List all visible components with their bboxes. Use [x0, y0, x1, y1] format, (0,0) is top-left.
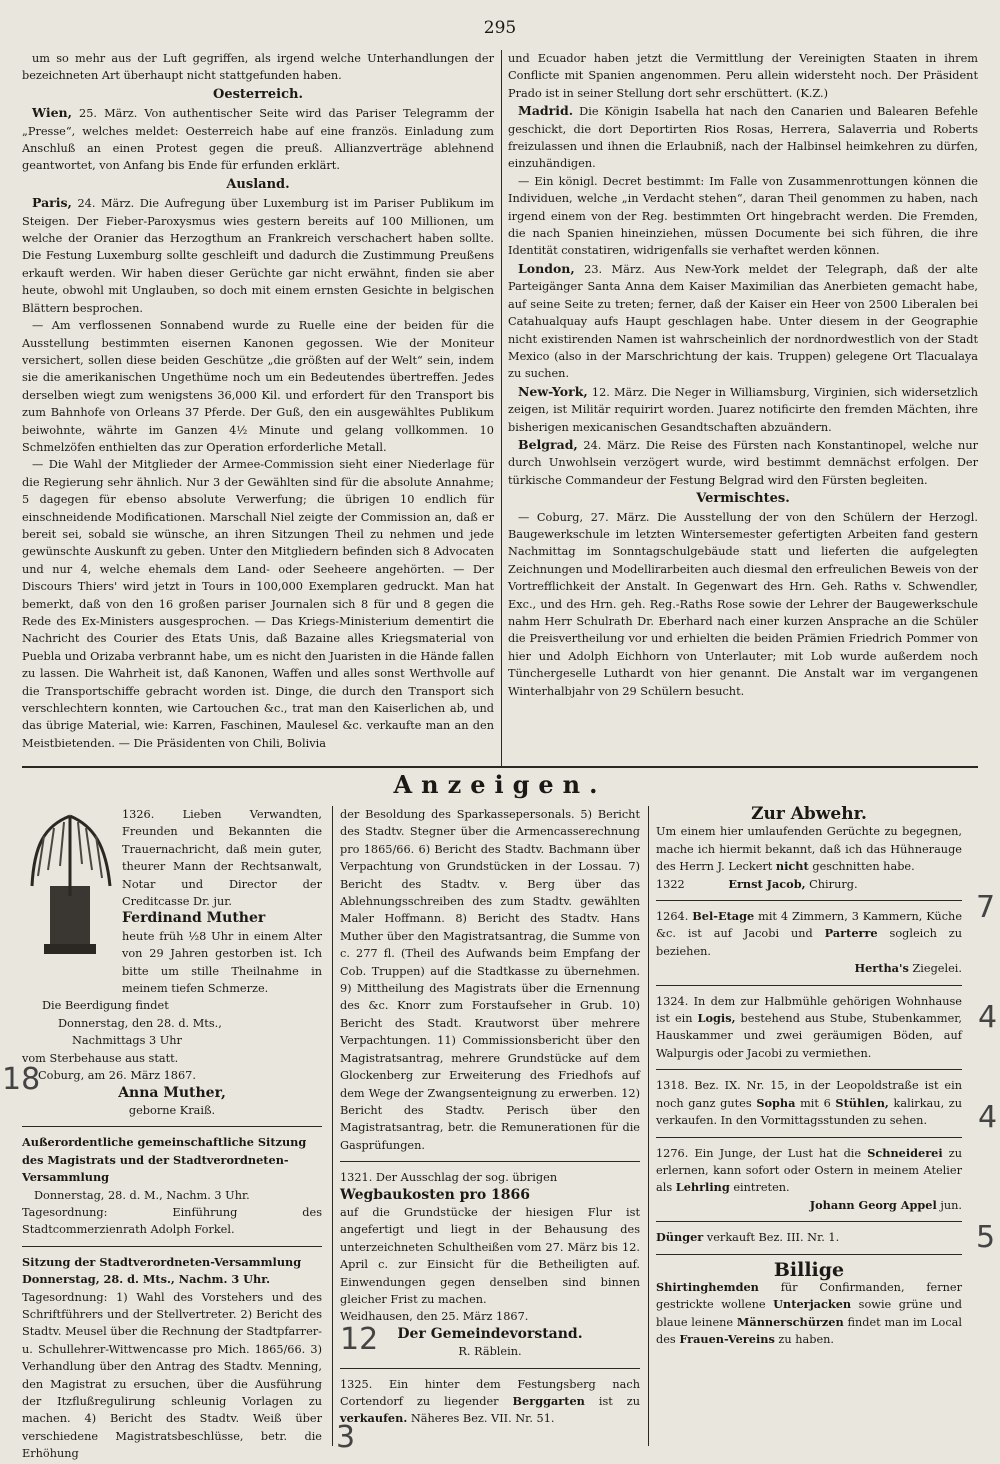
abwehr-role: Chirurg. — [809, 877, 858, 891]
abwehr-signer: Ernst Jacob, — [728, 876, 806, 891]
special-session-body: Tagesordnung: Einführung des Stadtcommerzienrath Adolph Forkel. — [22, 1205, 322, 1237]
billige-body-4: zu haben. — [778, 1333, 835, 1347]
news-body: 24. März. Die Reise des Fürsten nach Konstantinopel, welche nur durch Unwohlsein verzögert wurde, wird bestimmt demnächst erfolgen. Der türkische Commandeur der Festung Belgrad wird den Fürsten begleiten. — [508, 438, 978, 487]
margin-note: 12 — [340, 1322, 379, 1357]
ad-separator — [656, 1069, 962, 1070]
beletage-bold-2: Parterre — [824, 926, 878, 941]
ad-separator — [656, 985, 962, 986]
death-body: heute früh ½8 Uhr in einem Alter von 29 Jahren gestorben ist. Ich bitte um stille Theilnahme in meinem tiefen Schmerze. — [122, 929, 322, 996]
news-column-right — [508, 50, 978, 700]
ads-column-1 — [22, 806, 322, 1463]
lehrling-body: Ein Junge, der Lust hat die — [694, 1146, 862, 1160]
beletage-ad — [656, 908, 962, 978]
abwehr-number: 1322 — [656, 877, 685, 891]
wegbau-signer: R. Räblein. — [458, 1345, 522, 1359]
death-notice — [22, 806, 322, 1119]
ad-separator — [656, 900, 962, 901]
duenger-body: verkauft Bez. III. Nr. 1. — [706, 1231, 840, 1245]
lehrling-bold-2: Lehrling — [675, 1180, 730, 1195]
news-paragraph: — Am verflossenen Sonnabend wurde zu Ruelle eine der beiden für die Ausstellung bestimmten eisernen Kanonen gegossen. Wie der Moniteur versichert, sollen diese beiden Geschütze „die größten auf der Welt“ sein, indem sie die amerikanischen Ungethüme noch um ein Bedeutendes übertreffen. Jedes derselben wiegt zum wenigstens 36,000 Kil. und erfordert für den Transport bis zum Bahnhofe von Orleans 37 Pferde. Der Guß, den ein ausgewähltes Publikum beiwohnte, währte im Ganzen 4½ Minute und gelang vollkommen. 10 Schmelzöfen enthielten das zur Operation erforderliche Metall. — [22, 319, 494, 454]
margin-note: 3 — [336, 1420, 356, 1455]
burial-line-4: vom Sterbehause aus statt. — [22, 1051, 179, 1065]
dateline-place: Wien, — [32, 105, 72, 121]
billige-body: für Confirmanden, ferner gestrickte wollene — [656, 1280, 962, 1312]
news-paragraph: — Coburg, 27. März. Die Ausstellung der von den Schülern der Herzogl. Baugewerkschule im letzten Wintersemester gefertigten Arbeiten fand gestern Nachmittag im Sonntagschulgebäude statt und lieferten die aufgelegten Zeichnungen und Modellirarbeiten auch diesmal den erfreulichen Beweis von der Vortrefflichkeit der Anstalt. In Gegenwart des Hrn. Geh. Raths v. Schwendler, Exc., und des Hrn. geh. Reg.-Raths Rose sowie der Lehrer der Baugewerkschule nahm Herr Schulrath Dr. Eberhard nach einer kurzen Ansprache an die Schüler die Preisvertheilung vor und erhielten die beiden Prämien Friedrich Pommer von hier und Adolph Eichhorn von Unterlauter; mit Lob wurde außerdem noch Tünchergeselle Luthardt von hier genannt. Die Anstalt war im vergangenen Winterhalbjahr von 29 Schülern besucht. — [508, 510, 978, 698]
sopha-bold-2: Stühlen, — [835, 1095, 889, 1110]
ads-divider-1 — [332, 806, 333, 1446]
wegbau-title: Wegbaukosten pro 1866 — [340, 1186, 531, 1203]
lehrling-bold: Schneiderei — [867, 1145, 943, 1160]
billige-bold-3: Männerschürzen — [736, 1314, 844, 1329]
logis-ad — [656, 993, 962, 1063]
lehrling-body-3: eintreten. — [733, 1181, 790, 1195]
council-session-body: Tagesordnung: 1) Wahl des Vorstehers und des Schriftführers und der Stellvertreter. 2) Bericht des Stadtv. Meusel über die Rechnung der Stadtpfarrer- u. Schullehrer-Wittwencasse pro Mich. 1865/66. 3) Verhandlung über den Antrag des Stadtv. Menning, den Magistrat zu ersuchen, über die Ausführung der Itzflußregulirung schleunig Vorlagen zu machen. 4) Bericht des Stadtv. Weiß über verschiedene Magistratsbeschlüsse, betr. die Erhöhung — [22, 1290, 322, 1461]
news-item — [508, 436, 978, 489]
news-item — [508, 260, 978, 383]
agenda-continuation: der Besoldung des Sparkassepersonals. 5) Bericht des Stadtv. Stegner über die Armencasserechnung pro 1865/66. 6) Bericht des Stadtv. Bachmann über Verpachtung von Grundstücken in der Lossau. 7) Bericht des Stadtv. v. Berg über das Ablehnungsschreiben des zum Stadtv. gewählten Maler Hoffmann. 8) Bericht des Stadtv. Hans Muther über den Magistratsantrag, die Summe von c. 277 fl. (Theil des Aufwands beim Empfang der Cob. Truppen) auf die Stadtkasse zu übernehmen. 9) Mittheilung des Magistrats über die Ernennung des &c. Knorr zum Forstaufseher in Grub. 10) Bericht des Stadt. Krautworst über mehrere Verpachtungen. 11) Commissionsbericht über den Magistratsantrag, mehrere Grundstücke auf dem Glockenberg zur Erweiterung des Friedhofs auf dem Wege der Zwangsenteignung zu erwerben. 12) Bericht des Stadtv. Perisch über den Magistratsantrag, betr. die Remunerationen für die Gasprüfungen. — [340, 808, 640, 1152]
wegbau-intro: 1321. Der Ausschlag der sog. übrigen — [340, 1171, 558, 1185]
beletage-signer: Hertha's — [854, 961, 909, 976]
margin-note: 7 — [976, 890, 996, 925]
ad-separator — [22, 1246, 322, 1247]
beletage-signer-2: Ziegelei. — [912, 962, 962, 976]
dateline-place: London, — [518, 260, 575, 276]
burial-line-3: Nachmittags 3 Uhr — [72, 1034, 182, 1048]
news-paragraph: — Die Wahl der Mitglieder der Armee-Commission sieht einer Niederlage für die Regierung sehr ähnlich. Nur 3 der Gewählten sind für die absolute Annahme; 5 dagegen für ebenso absolute Verwerfung; die übrigen 10 endlich für einschneidende Modificationen. Marschall Niel zeigte der Commission an, daß er bereit sei, sobald sie wünsche, an ihren Sitzungen Theil zu nehmen und jede gewünschte Auskunft zu geben. Unter den Mitgliedern befinden sich 8 Advocaten und nur 4, welche ehemals dem Land- oder Seeheere angehörten. — Der Discours Thiers' wird jetzt in Tours in 100,000 Exemplaren gedruckt. Man hat bemerkt, daß von den 16 großen pariser Journalen sich 8 für und 8 gegen die Rede des Ex-Ministers ausgesprochen. — Das Kriegs-Ministerium dementirt die Nachricht des Courier des Etats Unis, daß Bazaine alles Kriegsmaterial von Puebla und Orizaba verbrannt habe, um es nicht den Juaristen in die Hände fallen zu lassen. Die Wahrheit ist, daß Kanonen, Waffen und alles sonst Werthvolle auf die Transportschiffe gebracht worden ist. Dinge, die durch den Transport sich verschlechtern konnten, wie Cartouchen &c., trat man den Kaiserlichen ab, und das übrige Material, wie: Karren, Faschinen, Maulesel &c. verkaufte man an den Meistbietenden. — Die Präsidenten von Chili, Bolivia — [22, 458, 494, 750]
ad-separator — [340, 1161, 640, 1162]
ads-column-2 — [340, 806, 640, 1428]
news-body: 24. März. Die Aufregung über Luxemburg ist im Pariser Publikum im Steigen. Der Fieber-Paroxysmus wies gestern bereits auf 100 Millionen, um welche der Oranier das Herzogthum an Frankreich verschachert haben sollte. Die Festung Luxemburg sollte geschleift und dadurch die Zustimmung Preußens erkauft werden. Wir haben dieser Gerüchte gar nicht erwähnt, finden sie aber heute, obwohl mit Unglauben, so doch mit einem ernsten Gesichte in belgischen Blättern besprochen. — [22, 197, 494, 315]
news-item — [508, 383, 978, 436]
wegbau-place-date: Weidhausen, den 25. März 1867. — [340, 1310, 529, 1324]
news-item — [22, 194, 494, 317]
sopha-body: Bez. IX. Nr. 15, in der Leopoldstraße ist ein noch ganz gutes — [656, 1079, 962, 1110]
logis-bold: Logis, — [697, 1011, 736, 1026]
anzeigen-rule — [22, 766, 978, 768]
news-paragraph: um so mehr aus der Luft gegriffen, als irgend welche Unterhandlungen der bezeichneten Art überhaupt nicht stattgefunden haben. — [22, 52, 494, 83]
special-session-ad — [22, 1134, 322, 1238]
news-body: 12. März. Die Neger in Williamsburg, Virginien, sich widersetzlich zeigen, ist Militär requirirt worden. Juarez notificirte den fremden Mächten, ihre bisherigen mexicanischen Gesandtschaften abzuändern. — [508, 385, 978, 434]
news-body: 25. März. Von authentischer Seite wird das Pariser Telegramm der „Presse“, welches meldet: Oesterreich habe auf eine französ. Einladung zum Anschluß an einen Protest gegen die preuß. Allianzverträge ablehnend geantwortet, von Anfang bis Ende für erfunden erklärt. — [22, 107, 494, 173]
news-body: 23. März. Aus New-York meldet der Telegraph, daß der alte Parteigänger Santa Anna dem Kaiser Maximilian das Anerbieten gemacht habe, auf seine Seite zu treten; ferner, daß der Kaiser ein Heer von 2500 Liberalen bei Catahualquay aufs Haupt geschlagen habe. Unter diesem in der Geographie nicht existirenden Namen ist wahrscheinlich der nordnordwestlich von der Stadt Mexico (also in der Marschrichtung der kais. Truppen) gelegene Ort Tlacualaya zu suchen. — [508, 262, 978, 381]
sopha-bold: Sopha — [756, 1095, 796, 1110]
deceased-name: Ferdinand Muther — [122, 910, 266, 927]
sopha-body-3: kalirkau, zu verkaufen. In den Vormittagsstunden zu sehen. — [656, 1096, 963, 1128]
news-item — [22, 104, 494, 175]
news-column-left — [22, 50, 494, 752]
ad-separator — [656, 1137, 962, 1138]
garden-bold-2: verkaufen. — [340, 1411, 408, 1426]
death-intro: 1326. Lieben Verwandten, Freunden und Bekannten die Trauernachricht, daß mein guter, theurer Mann der Rechtsanwalt, Notar und Director der Creditcasse Dr. jur. — [122, 808, 322, 909]
ad-separator — [656, 1221, 962, 1222]
abwehr-bold: nicht — [775, 859, 809, 874]
lehrling-body-2: zu erlernen, kann sofort oder Ostern in meinem Atelier als — [656, 1146, 962, 1195]
death-signer: Anna Muther, — [118, 1084, 226, 1101]
dateline-place: Belgrad, — [518, 436, 578, 452]
duenger-bold: Dünger — [656, 1230, 704, 1245]
garden-text-3: Näheres Bez. VII. Nr. 51. — [410, 1412, 555, 1426]
death-signer-maiden: geborne Kraiß. — [128, 1103, 216, 1117]
abwehr-body-2: geschnitten habe. — [812, 860, 915, 874]
margin-note: 4 — [978, 1100, 998, 1135]
garden-text-2: ist zu — [598, 1395, 640, 1408]
logis-number: 1324. — [656, 994, 689, 1008]
sopha-ad — [656, 1077, 962, 1129]
news-item — [508, 102, 978, 173]
beletage-body-2: sogleich zu beziehen. — [656, 927, 963, 958]
billige-bold-2: Unterjacken — [773, 1297, 852, 1312]
special-session-title: Außerordentliche gemeinschaftliche Sitzung des Magistrats und der Stadtverordneten-Versammlung — [22, 1135, 307, 1185]
news-paragraph: — Ein königl. Decret bestimmt: Im Falle von Zusammenrottungen können die Individuen, welche „in Verdacht stehen“, daran Theil genommen zu haben, nach irgend einem von der Reg. bestimmten Ort hingebracht werden. Die Fremden, die nach Spanien hineinziehen, müssen Documente bei sich führen, die ihre Identität constatiren, widrigenfalls sie verhaftet werden können. — [508, 174, 978, 258]
council-session-title: Sitzung der Stadtverordneten-Versammlung Donnerstag, 28. d. Mts., Nachm. 3 Uhr. — [22, 1254, 302, 1287]
section-heading: Ausland. — [226, 176, 290, 192]
garden-bold: Berggarten — [512, 1394, 585, 1408]
billige-body-3: findet man im Local des — [656, 1315, 962, 1347]
anzeigen-heading: Anzeigen. — [393, 770, 607, 799]
news-paragraph: und Ecuador haben jetzt die Vermittlung der Vereinigten Staaten in ihrem Conflicte mit Spanien angenommen. Peru allein widersteht noch. Der Präsident Prado ist in seiner Stellung dort sehr erschüttert. (K.Z.) — [508, 52, 978, 100]
dateline-place: New-York, — [518, 383, 588, 399]
lehrling-signer-2: jun. — [940, 1198, 962, 1212]
beletage-bold: Bel-Etage — [692, 909, 755, 924]
abwehr-ad — [656, 806, 962, 893]
sopha-body-2: mit 6 — [800, 1096, 831, 1110]
ad-separator — [656, 1254, 962, 1255]
logis-body-2: bestehend aus Stube, Stubenkammer, Hauskammer und zwei geräumigen Böden, auf Walpurgis oder Jacobi zu vermiethen. — [656, 1012, 963, 1060]
wegbau-body: auf die Grundstücke der hiesigen Flur ist angefertigt und liegt in der Behausung des unterzeichneten Schultheißen vom 27. März bis 12. April c. zur Einsicht für die Betheiligten auf. Einwendungen gegen denselben sind binnen gleicher Frist zu machen. — [340, 1205, 640, 1306]
billige-bold: Shirtinghemden — [656, 1279, 759, 1294]
page-number: 295 — [483, 18, 517, 38]
death-place-date: Coburg, am 26. März 1867. — [38, 1069, 196, 1083]
billige-title: Billige — [773, 1258, 845, 1281]
ad-separator — [340, 1368, 640, 1369]
council-session-ad — [22, 1254, 322, 1463]
beletage-body: mit 4 Zimmern, 3 Kammern, Küche &c. ist auf Jacobi und — [656, 910, 963, 941]
lehrling-signer: Johann Georg Appel — [809, 1197, 937, 1212]
burial-line-2: Donnerstag, den 28. d. Mts., — [58, 1016, 222, 1030]
duenger-ad — [656, 1229, 962, 1246]
dateline-place: Paris, — [32, 195, 72, 211]
billige-ad — [656, 1258, 963, 1349]
section-heading: Vermischtes. — [696, 491, 790, 507]
special-session-date: Donnerstag, 28. d. M., Nachm. 3 Uhr. — [34, 1188, 250, 1202]
billige-body-2: sowie grüne und blaue leinene — [656, 1298, 963, 1329]
billige-bold-4: Frauen-Vereins — [679, 1332, 775, 1347]
wegbau-org: Der Gemeindevorstand. — [397, 1325, 583, 1342]
margin-note: 5 — [976, 1220, 996, 1255]
ad-separator — [22, 1126, 322, 1127]
ads-column-3 — [656, 806, 962, 1349]
garden-ad — [340, 1376, 640, 1428]
abwehr-body: Um einem hier umlaufenden Gerüchte zu begegnen, mache ich hiermit bekannt, daß ich das Hühnerauge des Herrn J. Leckert — [656, 825, 962, 874]
margin-note: 4 — [978, 1000, 998, 1035]
logis-body: In dem zur Halbmühle gehörigen Wohnhause ist ein — [656, 994, 962, 1026]
lehrling-number: 1276. — [656, 1146, 689, 1160]
burial-line-1: Die Beerdigung findet — [42, 999, 169, 1013]
beletage-number: 1264. — [656, 910, 689, 924]
wegbau-ad — [340, 1169, 640, 1360]
section-heading: Oesterreich. — [213, 86, 303, 102]
abwehr-title: Zur Abwehr. — [751, 804, 867, 824]
lehrling-ad — [656, 1145, 962, 1215]
margin-note: 18 — [2, 1062, 41, 1097]
column-divider-upper — [501, 50, 502, 768]
ads-divider-2 — [648, 806, 649, 1446]
news-body: Die Königin Isabella hat nach den Canarien und Balearen Befehle geschickt, die dort Deportirten Rios Rosas, Herrera, Salaverria und Roberts freizulassen und ihnen die Erlaubniß, nach der Halbinsel heimkehren zu dürfen, einzuhändigen. — [508, 105, 978, 171]
garden-text: 1325. Ein hinter dem Festungsberg nach Cortendorf zu liegender — [340, 1377, 640, 1408]
dateline-place: Madrid. — [518, 103, 574, 119]
sopha-number: 1318. — [656, 1079, 689, 1093]
